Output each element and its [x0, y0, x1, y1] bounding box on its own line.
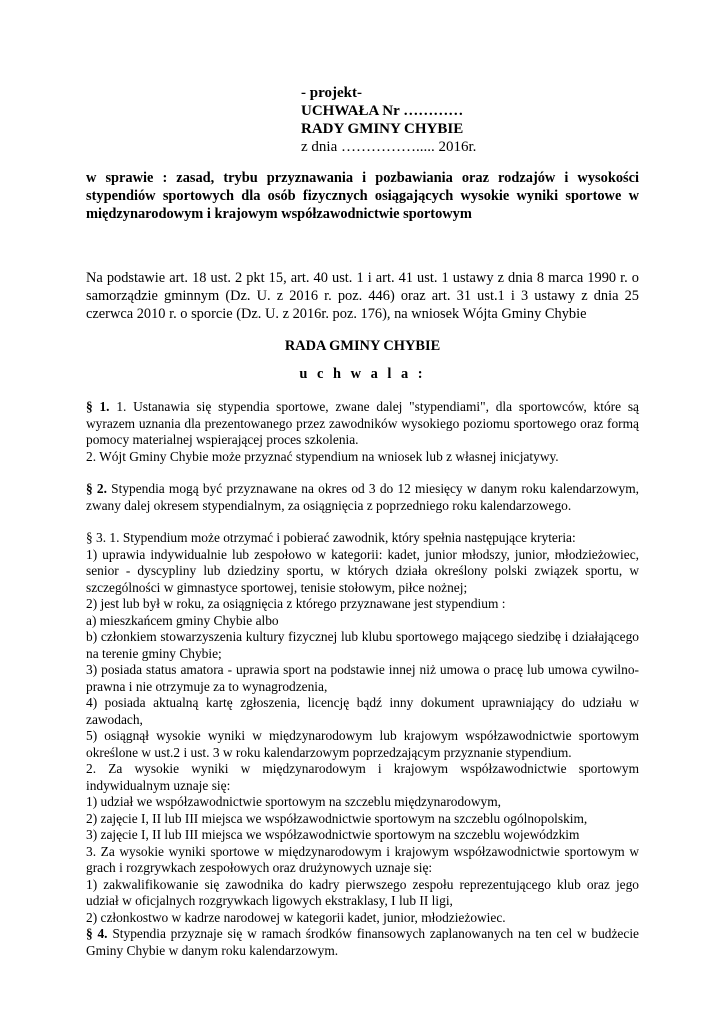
- legal-basis: Na podstawie art. 18 ust. 2 pkt 15, art. 40 ust. 1 i art. 41 ust. 1 ustawy z dnia 8 marca 1990 r. o samorządzie gminnym (Dz. U. z 2016 r. poz. 446) oraz art. 31 ust.1 i 3 ustawy z dnia 25 czerwca 2010 r. o sporcie (Dz. U. z 2016r. poz. 176), na wniosek Wójta Gminy Chybie: [86, 270, 639, 322]
- section-3-paragraph-3-item-2: 2) członkostwo w kadrze narodowej w kategorii kadet, junior, młodzieżowiec.: [86, 909, 506, 925]
- section-3-paragraph-3-item-1: 1) zakwalifikowanie się zawodnika do kadry pierwszego zespołu reprezentującego klub oraz jego udział w oficjalnych rozgrywkach ligowych ekstraklasy, I lub II ligi,: [86, 876, 639, 908]
- section-3-item-2b: b) członkiem stowarzyszenia kultury fizycznej lub klubu sportowego mającego siedzibę i działającego na terenie gminy Chybie;: [86, 629, 639, 661]
- section-3-paragraph-2: 2. Za wysokie wyniki w międzynarodowym i krajowym współzawodnictwie sportowym indywidualnym uznaje się:: [86, 761, 639, 793]
- section-3-item-4: 4) posiada aktualną kartę zgłoszenia, licencję bądź inny dokument uprawniający do udziału w zawodach,: [86, 695, 639, 727]
- resolves-heading: u c h w a l a :: [299, 366, 426, 382]
- section-1-paragraph-1: [86, 399, 639, 449]
- section-3-item-1: 1) uprawia indywidualnie lub zespołowo w kategorii: kadet, junior młodszy, junior, młodzieżowiec, senior - dyscypliny lub dziedziny sportu, w których działa określony polski związek sportu, w szczególności w gimnastyce sportowej, tenisie stołowym, piłce nożnej;: [86, 546, 639, 595]
- section-4-text: Stypendia przyznaje się w ramach środków finansowych zaplanowanych na ten cel w budżecie Gminy Chybie w danym roku kalendarzowym.: [86, 926, 639, 958]
- document-body: [86, 399, 639, 959]
- resolution-number: UCHWAŁA Nr …………: [301, 103, 464, 119]
- document-header: [301, 84, 639, 156]
- section-3-item-5: 5) osiągnął wysokie wyniki w międzynarodowym lub krajowym współzawodnictwie sportowym określone w ust.2 i ust. 3 w roku kalendarzowym poprzedzającym przyznanie stypendium.: [86, 728, 639, 760]
- section-3-paragraph-2-item-2: 2) zajęcie I, II lub III miejsca we współzawodnictwie sportowym na szczeblu ogólnopolskim,: [86, 810, 588, 826]
- section-4-paragraph: [86, 926, 639, 959]
- resolution-subject: w sprawie : zasad, trybu przyznawania i pozbawiania oraz rodzajów i wysokości stypendiów sportowych dla osób fizycznych osiągających wysokie wyniki sportowe w międzynarodowym i krajowym współzawodnictwie sportowym: [86, 170, 639, 222]
- council-name: RADY GMINY CHYBIE: [301, 121, 464, 137]
- project-label: - projekt-: [301, 85, 362, 101]
- section-3-intro: § 3. 1. Stypendium może otrzymać i pobierać zawodnik, który spełnia następujące kryteria:: [86, 530, 576, 545]
- section-3-item-2: 2) jest lub był w roku, za osiągnięcia z którego przyznawane jest stypendium :: [86, 596, 506, 611]
- resolution-date: z dnia ……………..... 2016r.: [301, 139, 477, 155]
- section-3-paragraph-2-item-1: 1) udział we współzawodnictwie sportowym na szczeblu międzynarodowym,: [86, 794, 501, 809]
- section-3-item-2a: a) mieszkańcem gminy Chybie albo: [86, 612, 279, 628]
- section-3-paragraph-2-item-3: 3) zajęcie I, II lub III miejsca we współzawodnictwie sportowym na szczeblu wojewódzkim: [86, 827, 580, 842]
- section-2-mark: § 2.: [86, 481, 107, 496]
- section-2-paragraph: [86, 481, 639, 514]
- section-3-item-3: 3) posiada status amatora - uprawia sport na podstawie innej niż umowa o pracę lub umowa cywilno-prawna i nie otrzymuje za to wynagrodzenia,: [86, 662, 639, 694]
- council-heading: RADA GMINY CHYBIE: [284, 338, 441, 354]
- section-1-paragraph-2: 2. Wójt Gminy Chybie może przyznać stypendium na wniosek lub z własnej inicjatywy.: [86, 448, 559, 464]
- section-3-paragraph-3: 3. Za wysokie wyniki sportowe w międzynarodowym i krajowym współzawodnictwie sportowym w grach i rozgrywkach zespołowych oraz drużynowych uznaje się:: [86, 843, 639, 875]
- section-1-text: 1. Ustanawia się stypendia sportowe, zwane dalej "stypendiami", dla sportowców, które są wyrazem uznania dla prezentowanego przez zawodników wysokiego poziomu sportowego oraz formą pomocy materialnej wspierającej proces szkolenia.: [86, 399, 639, 447]
- section-2-text: Stypendia mogą być przyznawane na okres od 3 do 12 miesięcy w danym roku kalendarzowym, zwany dalej okresem stypendialnym, za osiągnięcia z poprzedniego roku kalendarzowego.: [86, 481, 639, 513]
- section-4-mark: § 4.: [86, 926, 108, 941]
- section-1-mark: § 1.: [86, 399, 110, 414]
- document-page: [86, 84, 639, 959]
